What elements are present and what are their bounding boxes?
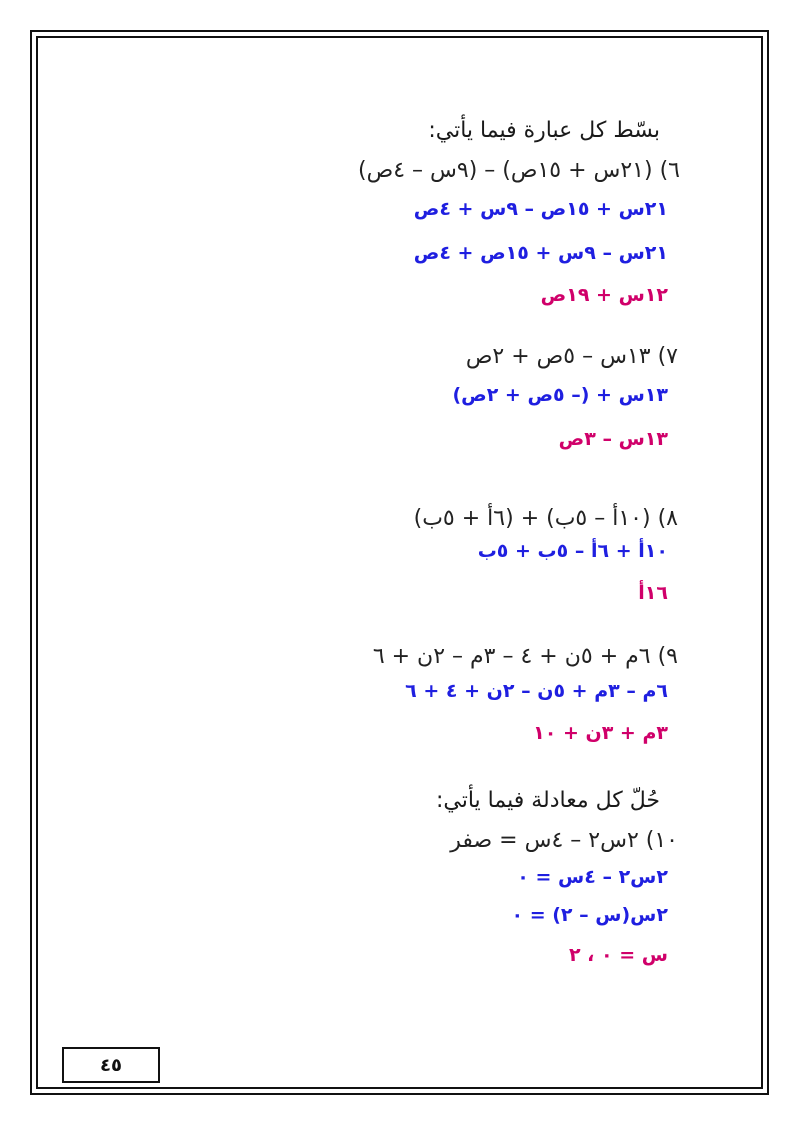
q6-step2: ٢١س – ٩س + ١٥ص + ٤ص <box>413 242 668 264</box>
q10-step2: ٢س(س – ٢) = ٠ <box>511 904 668 926</box>
q10-problem: ١٠) ٢س٢ – ٤س = صفر <box>450 828 678 853</box>
simplify-heading: بسّط كل عبارة فيما يأتي: <box>428 118 660 143</box>
q9-step1: ٦م – ٣م + ٥ن – ٢ن + ٤ + ٦ <box>405 680 668 702</box>
q8-problem: ٨) (١٠أ – ٥ب) + (٦أ + ٥ب) <box>413 506 678 531</box>
q7-answer: ١٣س – ٣ص <box>558 428 668 450</box>
q6-step1: ٢١س + ١٥ص – ٩س + ٤ص <box>413 198 668 220</box>
q8-answer: ١٦أ <box>638 582 668 604</box>
q6-answer: ١٢س + ١٩ص <box>540 284 668 306</box>
q7-problem: ٧) ١٣س – ٥ص + ٢ص <box>465 344 678 369</box>
q8-step1: ١٠أ + ٦أ – ٥ب + ٥ب <box>477 540 668 562</box>
q10-step1: ٢س٢ – ٤س = ٠ <box>517 866 668 888</box>
q9-answer: ٣م + ٣ن + ١٠ <box>533 722 668 744</box>
page-number: ٤٥ <box>100 1054 122 1076</box>
solve-heading: حُلّ كل معادلة فيما يأتي: <box>435 788 660 813</box>
q6-problem: ٦) (٢١س + ١٥ص) – (٩س – ٤ص) <box>358 158 680 183</box>
q10-answer: س = ٠ ، ٢ <box>568 944 668 966</box>
q7-step1: ١٣س + (– ٥ص + ٢ص) <box>452 384 668 406</box>
q9-problem: ٩) ٦م + ٥ن + ٤ – ٣م – ٢ن + ٦ <box>372 644 678 669</box>
page-border-inner <box>36 36 763 1089</box>
page-number-box <box>62 1047 160 1083</box>
